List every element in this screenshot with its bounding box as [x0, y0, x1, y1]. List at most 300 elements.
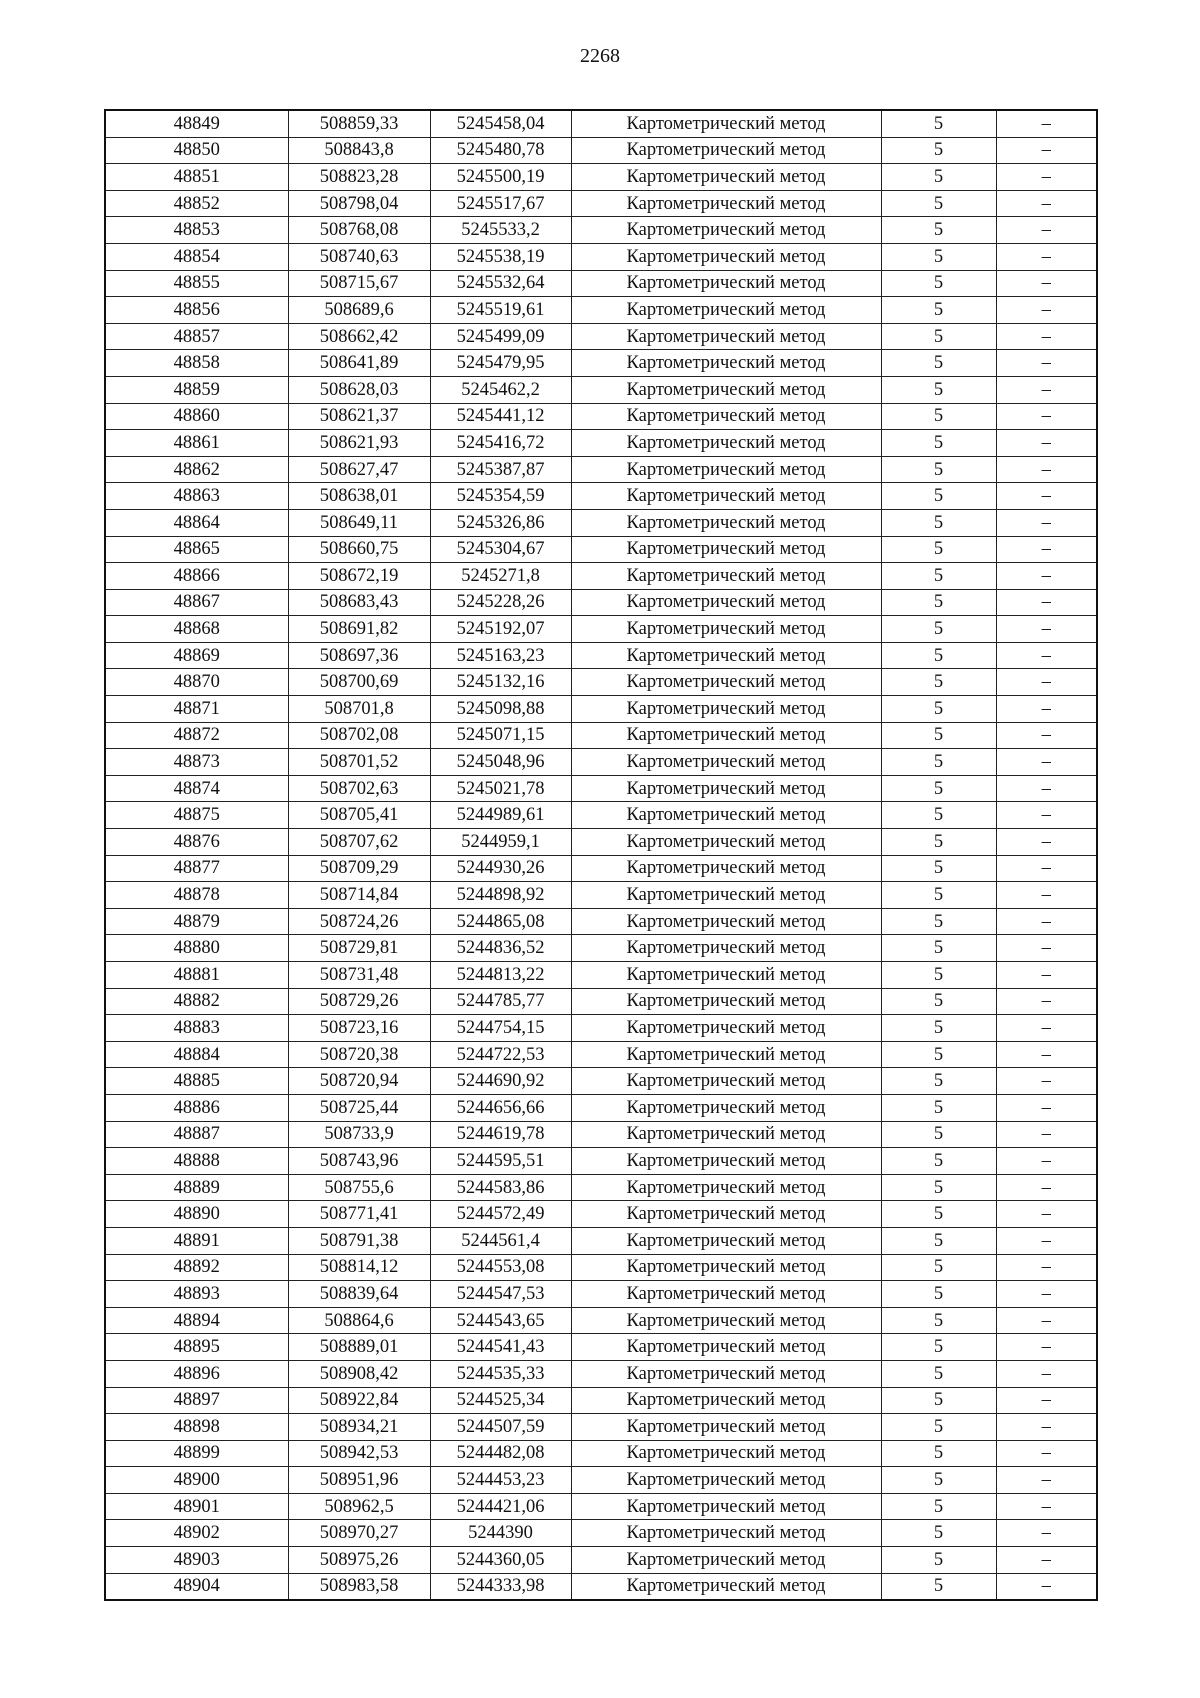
y-coordinate-cell: 5245499,09 [430, 323, 571, 350]
accuracy-cell: 5 [881, 829, 996, 856]
table-row [105, 1387, 1097, 1414]
table-row [105, 669, 1097, 696]
accuracy-cell: 5 [881, 1148, 996, 1175]
method-cell: Картометрический метод [571, 1520, 881, 1547]
method-cell: Картометрический метод [571, 855, 881, 882]
method-cell: Картометрический метод [571, 1041, 881, 1068]
table-row [105, 1307, 1097, 1334]
method-cell: Картометрический метод [571, 642, 881, 669]
method-cell: Картометрический метод [571, 1227, 881, 1254]
description-cell: – [996, 509, 1097, 536]
point-number-cell: 48883 [105, 1015, 288, 1042]
point-number-cell: 48895 [105, 1334, 288, 1361]
point-number-cell: 48882 [105, 988, 288, 1015]
method-cell: Картометрический метод [571, 1094, 881, 1121]
accuracy-cell: 5 [881, 376, 996, 403]
table-row [105, 1254, 1097, 1281]
x-coordinate-cell: 508975,26 [288, 1547, 430, 1574]
table-row [105, 270, 1097, 297]
method-cell: Картометрический метод [571, 1068, 881, 1095]
accuracy-cell: 5 [881, 882, 996, 909]
y-coordinate-cell: 5244535,33 [430, 1360, 571, 1387]
method-cell: Картометрический метод [571, 350, 881, 377]
accuracy-cell: 5 [881, 1520, 996, 1547]
table-row [105, 1334, 1097, 1361]
point-number-cell: 48893 [105, 1281, 288, 1308]
y-coordinate-cell: 5244482,08 [430, 1440, 571, 1467]
method-cell: Картометрический метод [571, 589, 881, 616]
table-row [105, 1414, 1097, 1441]
y-coordinate-cell: 5245098,88 [430, 696, 571, 723]
description-cell: – [996, 1493, 1097, 1520]
x-coordinate-cell: 508839,64 [288, 1281, 430, 1308]
y-coordinate-cell: 5245519,61 [430, 297, 571, 324]
point-number-cell: 48855 [105, 270, 288, 297]
accuracy-cell: 5 [881, 1547, 996, 1574]
accuracy-cell: 5 [881, 190, 996, 217]
y-coordinate-cell: 5245538,19 [430, 243, 571, 270]
x-coordinate-cell: 508689,6 [288, 297, 430, 324]
method-cell: Картометрический метод [571, 1467, 881, 1494]
accuracy-cell: 5 [881, 536, 996, 563]
accuracy-cell: 5 [881, 456, 996, 483]
table-row [105, 1201, 1097, 1228]
x-coordinate-cell: 508942,53 [288, 1440, 430, 1467]
accuracy-cell: 5 [881, 323, 996, 350]
accuracy-cell: 5 [881, 483, 996, 510]
description-cell: – [996, 1148, 1097, 1175]
table-row [105, 1041, 1097, 1068]
x-coordinate-cell: 508729,26 [288, 988, 430, 1015]
accuracy-cell: 5 [881, 1307, 996, 1334]
description-cell: – [996, 589, 1097, 616]
table-row [105, 908, 1097, 935]
accuracy-cell: 5 [881, 1015, 996, 1042]
x-coordinate-cell: 508660,75 [288, 536, 430, 563]
y-coordinate-cell: 5244690,92 [430, 1068, 571, 1095]
accuracy-cell: 5 [881, 1094, 996, 1121]
table-row [105, 1547, 1097, 1574]
accuracy-cell: 5 [881, 217, 996, 244]
point-number-cell: 48899 [105, 1440, 288, 1467]
point-number-cell: 48861 [105, 430, 288, 457]
y-coordinate-cell: 5245441,12 [430, 403, 571, 430]
description-cell: – [996, 1068, 1097, 1095]
method-cell: Картометрический метод [571, 1254, 881, 1281]
point-number-cell: 48892 [105, 1254, 288, 1281]
x-coordinate-cell: 508621,37 [288, 403, 430, 430]
accuracy-cell: 5 [881, 164, 996, 191]
y-coordinate-cell: 5244453,23 [430, 1467, 571, 1494]
point-number-cell: 48854 [105, 243, 288, 270]
y-coordinate-cell: 5244930,26 [430, 855, 571, 882]
point-number-cell: 48868 [105, 616, 288, 643]
accuracy-cell: 5 [881, 1281, 996, 1308]
point-number-cell: 48884 [105, 1041, 288, 1068]
x-coordinate-cell: 508843,8 [288, 137, 430, 164]
x-coordinate-cell: 508755,6 [288, 1174, 430, 1201]
y-coordinate-cell: 5245132,16 [430, 669, 571, 696]
x-coordinate-cell: 508823,28 [288, 164, 430, 191]
x-coordinate-cell: 508814,12 [288, 1254, 430, 1281]
x-coordinate-cell: 508707,62 [288, 829, 430, 856]
method-cell: Картометрический метод [571, 749, 881, 776]
y-coordinate-cell: 5245354,59 [430, 483, 571, 510]
description-cell: – [996, 1440, 1097, 1467]
method-cell: Картометрический метод [571, 1174, 881, 1201]
table-row [105, 1520, 1097, 1547]
accuracy-cell: 5 [881, 350, 996, 377]
description-cell: – [996, 749, 1097, 776]
description-cell: – [996, 935, 1097, 962]
point-number-cell: 48864 [105, 509, 288, 536]
x-coordinate-cell: 508662,42 [288, 323, 430, 350]
y-coordinate-cell: 5244541,43 [430, 1334, 571, 1361]
table-row [105, 137, 1097, 164]
accuracy-cell: 5 [881, 669, 996, 696]
point-number-cell: 48894 [105, 1307, 288, 1334]
table-row [105, 1467, 1097, 1494]
x-coordinate-cell: 508740,63 [288, 243, 430, 270]
point-number-cell: 48876 [105, 829, 288, 856]
point-number-cell: 48849 [105, 110, 288, 137]
method-cell: Картометрический метод [571, 722, 881, 749]
accuracy-cell: 5 [881, 1227, 996, 1254]
point-number-cell: 48880 [105, 935, 288, 962]
method-cell: Картометрический метод [571, 1015, 881, 1042]
x-coordinate-cell: 508700,69 [288, 669, 430, 696]
method-cell: Картометрический метод [571, 430, 881, 457]
description-cell: – [996, 1467, 1097, 1494]
method-cell: Картометрический метод [571, 829, 881, 856]
method-cell: Картометрический метод [571, 1334, 881, 1361]
table-row [105, 376, 1097, 403]
table-row [105, 1121, 1097, 1148]
y-coordinate-cell: 5244656,66 [430, 1094, 571, 1121]
point-number-cell: 48890 [105, 1201, 288, 1228]
method-cell: Картометрический метод [571, 1573, 881, 1600]
method-cell: Картометрический метод [571, 962, 881, 989]
point-number-cell: 48867 [105, 589, 288, 616]
table-row [105, 988, 1097, 1015]
x-coordinate-cell: 508705,41 [288, 802, 430, 829]
table-row [105, 829, 1097, 856]
accuracy-cell: 5 [881, 270, 996, 297]
point-number-cell: 48869 [105, 642, 288, 669]
y-coordinate-cell: 5244722,53 [430, 1041, 571, 1068]
table-row [105, 190, 1097, 217]
description-cell: – [996, 1414, 1097, 1441]
method-cell: Картометрический метод [571, 1360, 881, 1387]
table-row [105, 616, 1097, 643]
accuracy-cell: 5 [881, 243, 996, 270]
accuracy-cell: 5 [881, 775, 996, 802]
point-number-cell: 48860 [105, 403, 288, 430]
y-coordinate-cell: 5245480,78 [430, 137, 571, 164]
y-coordinate-cell: 5244583,86 [430, 1174, 571, 1201]
accuracy-cell: 5 [881, 1201, 996, 1228]
table-row [105, 110, 1097, 137]
description-cell: – [996, 190, 1097, 217]
method-cell: Картометрический метод [571, 775, 881, 802]
accuracy-cell: 5 [881, 962, 996, 989]
accuracy-cell: 5 [881, 1254, 996, 1281]
method-cell: Картометрический метод [571, 988, 881, 1015]
description-cell: – [996, 243, 1097, 270]
method-cell: Картометрический метод [571, 297, 881, 324]
x-coordinate-cell: 508723,16 [288, 1015, 430, 1042]
description-cell: – [996, 297, 1097, 324]
description-cell: – [996, 696, 1097, 723]
description-cell: – [996, 829, 1097, 856]
description-cell: – [996, 137, 1097, 164]
method-cell: Картометрический метод [571, 217, 881, 244]
coordinates-table-body [105, 110, 1097, 1600]
x-coordinate-cell: 508701,8 [288, 696, 430, 723]
accuracy-cell: 5 [881, 802, 996, 829]
point-number-cell: 48879 [105, 908, 288, 935]
x-coordinate-cell: 508729,81 [288, 935, 430, 962]
accuracy-cell: 5 [881, 403, 996, 430]
description-cell: – [996, 483, 1097, 510]
description-cell: – [996, 376, 1097, 403]
method-cell: Картометрический метод [571, 1493, 881, 1520]
point-number-cell: 48872 [105, 722, 288, 749]
description-cell: – [996, 962, 1097, 989]
table-row [105, 749, 1097, 776]
method-cell: Картометрический метод [571, 456, 881, 483]
accuracy-cell: 5 [881, 1467, 996, 1494]
y-coordinate-cell: 5244959,1 [430, 829, 571, 856]
description-cell: – [996, 722, 1097, 749]
method-cell: Картометрический метод [571, 696, 881, 723]
point-number-cell: 48889 [105, 1174, 288, 1201]
point-number-cell: 48875 [105, 802, 288, 829]
x-coordinate-cell: 508702,08 [288, 722, 430, 749]
point-number-cell: 48900 [105, 1467, 288, 1494]
point-number-cell: 48881 [105, 962, 288, 989]
point-number-cell: 48850 [105, 137, 288, 164]
x-coordinate-cell: 508725,44 [288, 1094, 430, 1121]
method-cell: Картометрический метод [571, 110, 881, 137]
method-cell: Картометрический метод [571, 403, 881, 430]
x-coordinate-cell: 508627,47 [288, 456, 430, 483]
accuracy-cell: 5 [881, 935, 996, 962]
description-cell: – [996, 1573, 1097, 1600]
accuracy-cell: 5 [881, 749, 996, 776]
y-coordinate-cell: 5244553,08 [430, 1254, 571, 1281]
method-cell: Картометрический метод [571, 190, 881, 217]
x-coordinate-cell: 508798,04 [288, 190, 430, 217]
x-coordinate-cell: 508714,84 [288, 882, 430, 909]
x-coordinate-cell: 508970,27 [288, 1520, 430, 1547]
x-coordinate-cell: 508771,41 [288, 1201, 430, 1228]
method-cell: Картометрический метод [571, 137, 881, 164]
table-row [105, 483, 1097, 510]
point-number-cell: 48896 [105, 1360, 288, 1387]
table-row [105, 536, 1097, 563]
table-row [105, 243, 1097, 270]
y-coordinate-cell: 5244561,4 [430, 1227, 571, 1254]
x-coordinate-cell: 508641,89 [288, 350, 430, 377]
x-coordinate-cell: 508743,96 [288, 1148, 430, 1175]
method-cell: Картометрический метод [571, 1440, 881, 1467]
y-coordinate-cell: 5244865,08 [430, 908, 571, 935]
description-cell: – [996, 855, 1097, 882]
table-row [105, 802, 1097, 829]
y-coordinate-cell: 5244619,78 [430, 1121, 571, 1148]
description-cell: – [996, 775, 1097, 802]
description-cell: – [996, 536, 1097, 563]
table-row [105, 1360, 1097, 1387]
point-number-cell: 48858 [105, 350, 288, 377]
description-cell: – [996, 642, 1097, 669]
point-number-cell: 48902 [105, 1520, 288, 1547]
y-coordinate-cell: 5245271,8 [430, 563, 571, 590]
y-coordinate-cell: 5244754,15 [430, 1015, 571, 1042]
accuracy-cell: 5 [881, 297, 996, 324]
accuracy-cell: 5 [881, 1440, 996, 1467]
accuracy-cell: 5 [881, 696, 996, 723]
x-coordinate-cell: 508720,94 [288, 1068, 430, 1095]
y-coordinate-cell: 5245387,87 [430, 456, 571, 483]
accuracy-cell: 5 [881, 1387, 996, 1414]
x-coordinate-cell: 508983,58 [288, 1573, 430, 1600]
y-coordinate-cell: 5245533,2 [430, 217, 571, 244]
table-row [105, 1493, 1097, 1520]
point-number-cell: 48856 [105, 297, 288, 324]
table-row [105, 217, 1097, 244]
accuracy-cell: 5 [881, 1068, 996, 1095]
y-coordinate-cell: 5245071,15 [430, 722, 571, 749]
point-number-cell: 48886 [105, 1094, 288, 1121]
point-number-cell: 48873 [105, 749, 288, 776]
point-number-cell: 48865 [105, 536, 288, 563]
point-number-cell: 48874 [105, 775, 288, 802]
method-cell: Картометрический метод [571, 164, 881, 191]
method-cell: Картометрический метод [571, 483, 881, 510]
y-coordinate-cell: 5244333,98 [430, 1573, 571, 1600]
coordinates-table [104, 109, 1098, 1601]
y-coordinate-cell: 5244898,92 [430, 882, 571, 909]
description-cell: – [996, 1334, 1097, 1361]
y-coordinate-cell: 5244836,52 [430, 935, 571, 962]
y-coordinate-cell: 5245048,96 [430, 749, 571, 776]
point-number-cell: 48852 [105, 190, 288, 217]
description-cell: – [996, 1174, 1097, 1201]
x-coordinate-cell: 508922,84 [288, 1387, 430, 1414]
x-coordinate-cell: 508621,93 [288, 430, 430, 457]
table-row [105, 350, 1097, 377]
table-row [105, 722, 1097, 749]
x-coordinate-cell: 508702,63 [288, 775, 430, 802]
table-row [105, 1148, 1097, 1175]
description-cell: – [996, 1201, 1097, 1228]
y-coordinate-cell: 5245500,19 [430, 164, 571, 191]
x-coordinate-cell: 508768,08 [288, 217, 430, 244]
table-row [105, 164, 1097, 191]
accuracy-cell: 5 [881, 137, 996, 164]
description-cell: – [996, 882, 1097, 909]
y-coordinate-cell: 5245021,78 [430, 775, 571, 802]
x-coordinate-cell: 508889,01 [288, 1334, 430, 1361]
method-cell: Картометрический метод [571, 1547, 881, 1574]
method-cell: Картометрический метод [571, 509, 881, 536]
y-coordinate-cell: 5244785,77 [430, 988, 571, 1015]
y-coordinate-cell: 5244507,59 [430, 1414, 571, 1441]
table-row [105, 935, 1097, 962]
x-coordinate-cell: 508731,48 [288, 962, 430, 989]
y-coordinate-cell: 5244572,49 [430, 1201, 571, 1228]
table-row [105, 589, 1097, 616]
method-cell: Картометрический метод [571, 616, 881, 643]
x-coordinate-cell: 508628,03 [288, 376, 430, 403]
method-cell: Картометрический метод [571, 1414, 881, 1441]
point-number-cell: 48871 [105, 696, 288, 723]
point-number-cell: 48853 [105, 217, 288, 244]
description-cell: – [996, 1387, 1097, 1414]
point-number-cell: 48863 [105, 483, 288, 510]
point-number-cell: 48887 [105, 1121, 288, 1148]
description-cell: – [996, 110, 1097, 137]
x-coordinate-cell: 508701,52 [288, 749, 430, 776]
y-coordinate-cell: 5245462,2 [430, 376, 571, 403]
table-row [105, 1094, 1097, 1121]
x-coordinate-cell: 508709,29 [288, 855, 430, 882]
x-coordinate-cell: 508649,11 [288, 509, 430, 536]
point-number-cell: 48897 [105, 1387, 288, 1414]
point-number-cell: 48857 [105, 323, 288, 350]
page-number: 2268 [580, 45, 620, 67]
description-cell: – [996, 1360, 1097, 1387]
y-coordinate-cell: 5244543,65 [430, 1307, 571, 1334]
y-coordinate-cell: 5244547,53 [430, 1281, 571, 1308]
point-number-cell: 48888 [105, 1148, 288, 1175]
accuracy-cell: 5 [881, 1360, 996, 1387]
method-cell: Картометрический метод [571, 669, 881, 696]
accuracy-cell: 5 [881, 1573, 996, 1600]
table-row [105, 1440, 1097, 1467]
table-row [105, 775, 1097, 802]
point-number-cell: 48859 [105, 376, 288, 403]
accuracy-cell: 5 [881, 110, 996, 137]
table-row [105, 855, 1097, 882]
description-cell: – [996, 1281, 1097, 1308]
method-cell: Картометрический метод [571, 1387, 881, 1414]
description-cell: – [996, 802, 1097, 829]
method-cell: Картометрический метод [571, 1307, 881, 1334]
table-row [105, 456, 1097, 483]
table-row [105, 1573, 1097, 1600]
accuracy-cell: 5 [881, 1493, 996, 1520]
y-coordinate-cell: 5244989,61 [430, 802, 571, 829]
y-coordinate-cell: 5245326,86 [430, 509, 571, 536]
accuracy-cell: 5 [881, 1121, 996, 1148]
table-row [105, 1281, 1097, 1308]
y-coordinate-cell: 5244595,51 [430, 1148, 571, 1175]
x-coordinate-cell: 508908,42 [288, 1360, 430, 1387]
accuracy-cell: 5 [881, 908, 996, 935]
table-row [105, 1174, 1097, 1201]
x-coordinate-cell: 508720,38 [288, 1041, 430, 1068]
method-cell: Картометрический метод [571, 882, 881, 909]
accuracy-cell: 5 [881, 1334, 996, 1361]
y-coordinate-cell: 5245228,26 [430, 589, 571, 616]
x-coordinate-cell: 508951,96 [288, 1467, 430, 1494]
table-row [105, 642, 1097, 669]
x-coordinate-cell: 508715,67 [288, 270, 430, 297]
y-coordinate-cell: 5245532,64 [430, 270, 571, 297]
